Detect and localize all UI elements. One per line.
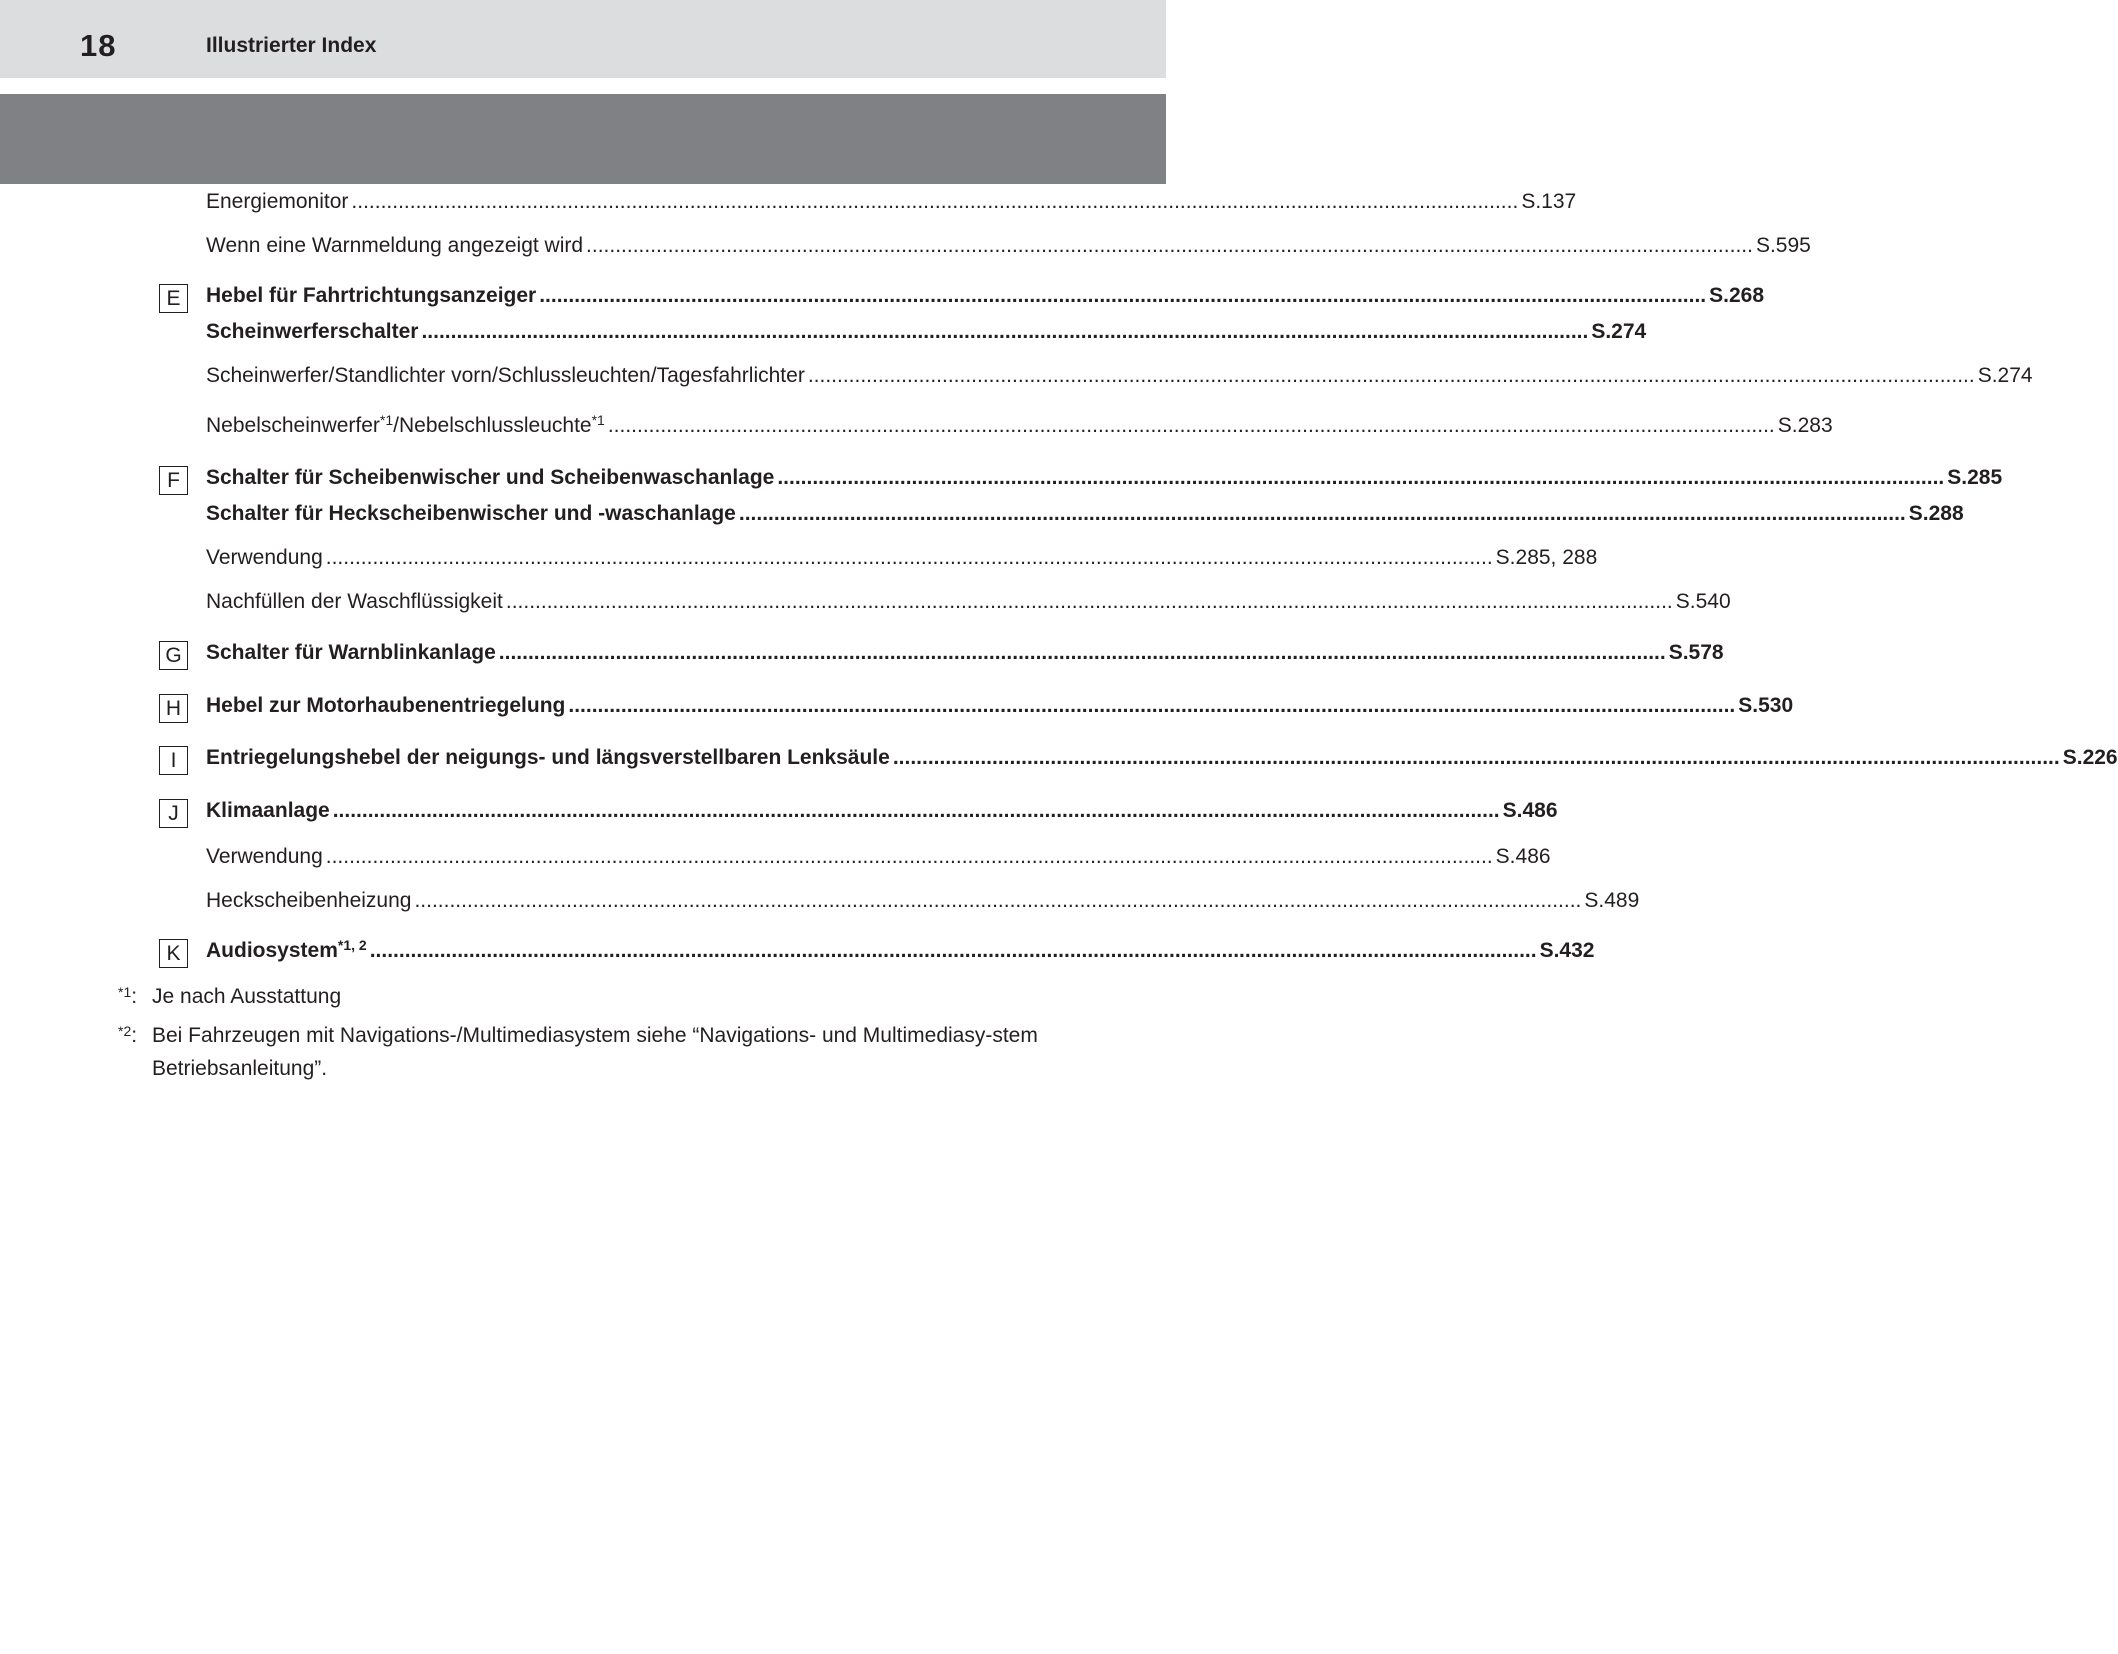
entry-label: Verwendung [206,546,323,569]
dot-leader: ........................................................................................................................................................................................................ [421,320,1589,343]
entry-label: Schalter für Warnblinkanlage [206,641,496,664]
index-entry-main [206,799,1558,829]
dot-leader: ........................................................................................................................................................................................................ [369,939,1537,962]
entry-label: Scheinwerfer/Standlichter vorn/Schlussleuchten/Tagesfahrlichter [206,364,805,387]
entry-label: Schalter für Heckscheibenwischer und -waschanlage [206,502,736,525]
entry-page-ref: S.489 [1584,889,1640,912]
entry-label: Scheinwerferschalter [206,320,419,343]
callout-letter-j: J [159,799,188,828]
index-entry-main [206,641,1724,671]
footnote-ref: *1 [379,412,394,428]
entry-label: Entriegelungshebel der neigungs- und längsverstellbaren Lenksäule [206,746,890,769]
header-band [0,0,1166,78]
index-entry-main [206,937,1595,969]
entry-page-ref: S.285, 288 [1495,546,1598,569]
entry-label: Nachfüllen der Waschflüssigkeit [206,590,503,613]
entry-page-ref: S.530 [1738,694,1794,717]
callout-letter-k: K [159,939,188,968]
entry-page-ref: S.432 [1539,939,1595,962]
dot-leader: ........................................................................................................................................................................................................ [505,590,1673,613]
index-entry-main [206,694,1794,724]
dot-leader: ........................................................................................................................................................................................................ [351,190,1519,213]
callout-letter-f: F [159,466,188,495]
footnote-text: Je nach Ausstattung [152,985,342,1008]
entry-page-ref: S.226 [2062,746,2118,769]
dot-leader: ........................................................................................................................................................................................................ [777,466,1945,489]
section-title: Illustrierter Index [206,34,377,57]
index-entry [206,590,1731,620]
entry-label: Schalter für Scheibenwischer und Scheibenwaschanlage [206,466,775,489]
entry-page-ref: S.288 [1908,502,1964,525]
index-entry [206,364,2033,394]
entry-page-ref: S.578 [1668,641,1724,664]
footnote-marker-label: *2 [118,1023,132,1039]
entry-page-ref: S.268 [1709,284,1765,307]
entry-label-part: Nebelscheinwerfer [206,414,380,437]
index-entry-main [206,502,1964,532]
index-entry [206,412,1833,444]
dot-leader: ........................................................................................................................................................................................................ [807,364,1975,387]
dot-leader: ........................................................................................................................................................................................................ [568,694,1736,717]
entry-page-ref: S.540 [1675,590,1731,613]
entry-label: Hebel zur Motorhaubenentriegelung [206,694,566,717]
section-banner [0,94,1166,184]
callout-letter-h: H [159,694,188,723]
callout-letter-i: I [159,746,188,775]
footnote-marker: $^{*2}$: [118,1023,138,1047]
entry-label [206,414,605,438]
footnote-ref: *1 [591,412,605,428]
dot-leader: ........................................................................................................................................................................................................ [539,284,1707,307]
entry-page-ref: S.283 [1777,414,1833,437]
entry-label: Hebel für Fahrtrichtungsanzeiger [206,284,537,307]
dot-leader: ........................................................................................................................................................................................................ [498,641,1666,664]
entry-page-ref: S.274 [1977,364,2033,387]
index-entry [206,546,1598,576]
entry-label [206,939,367,963]
footnote-marker-label: *1 [118,984,132,1000]
dot-leader: ........................................................................................................................................................................................................ [414,889,1582,912]
entry-page-ref: S.137 [1521,190,1577,213]
footnote-marker: $^{*1}$: [118,984,138,1008]
callout-letter-g: G [159,641,188,670]
page-number: 18 [80,28,117,63]
index-entry-main [206,320,1647,350]
entry-label: Wenn eine Warnmeldung angezeigt wird [206,234,584,257]
entry-label: Energiemonitor [206,190,349,213]
entry-label-part: /Nebelschlussleuchte [393,414,592,437]
index-entry [206,845,1551,875]
entry-page-ref: S.486 [1502,799,1558,822]
index-entry [206,190,1577,220]
dot-leader: ........................................................................................................................................................................................................ [607,414,1775,437]
entry-label: Klimaanlage [206,799,330,822]
entry-label-part: Audiosystem [206,939,338,962]
entry-page-ref: S.595 [1755,234,1811,257]
index-entry [206,889,1640,919]
footnote-text: Bei Fahrzeugen mit Navigations-/Multimediasystem siehe “Navigations- und Multimediasy-stem Betriebsanleitung”. [152,1024,1038,1080]
entry-page-ref: S.486 [1495,845,1551,868]
footnote [118,1019,1048,1085]
footnote-ref: *1, 2 [337,937,367,953]
dot-leader: ........................................................................................................................................................................................................ [738,502,1906,525]
dot-leader: ........................................................................................................................................................................................................ [325,546,1493,569]
callout-letter-e: E [159,284,188,313]
entry-label: Verwendung [206,845,323,868]
entry-label: Heckscheibenheizung [206,889,412,912]
entry-page-ref: S.274 [1591,320,1647,343]
footnote [118,980,1048,1013]
index-entry-main [206,466,2003,496]
dot-leader: ........................................................................................................................................................................................................ [332,799,1500,822]
entry-page-ref: S.285 [1947,466,2003,489]
index-entry-main [206,746,2118,776]
dot-leader: ........................................................................................................................................................................................................ [325,845,1493,868]
dot-leader: ........................................................................................................................................................................................................ [586,234,1753,257]
index-entry [206,234,1811,264]
index-entry-main [206,284,1765,314]
dot-leader: ........................................................................................................................................................................................................ [892,746,2060,769]
